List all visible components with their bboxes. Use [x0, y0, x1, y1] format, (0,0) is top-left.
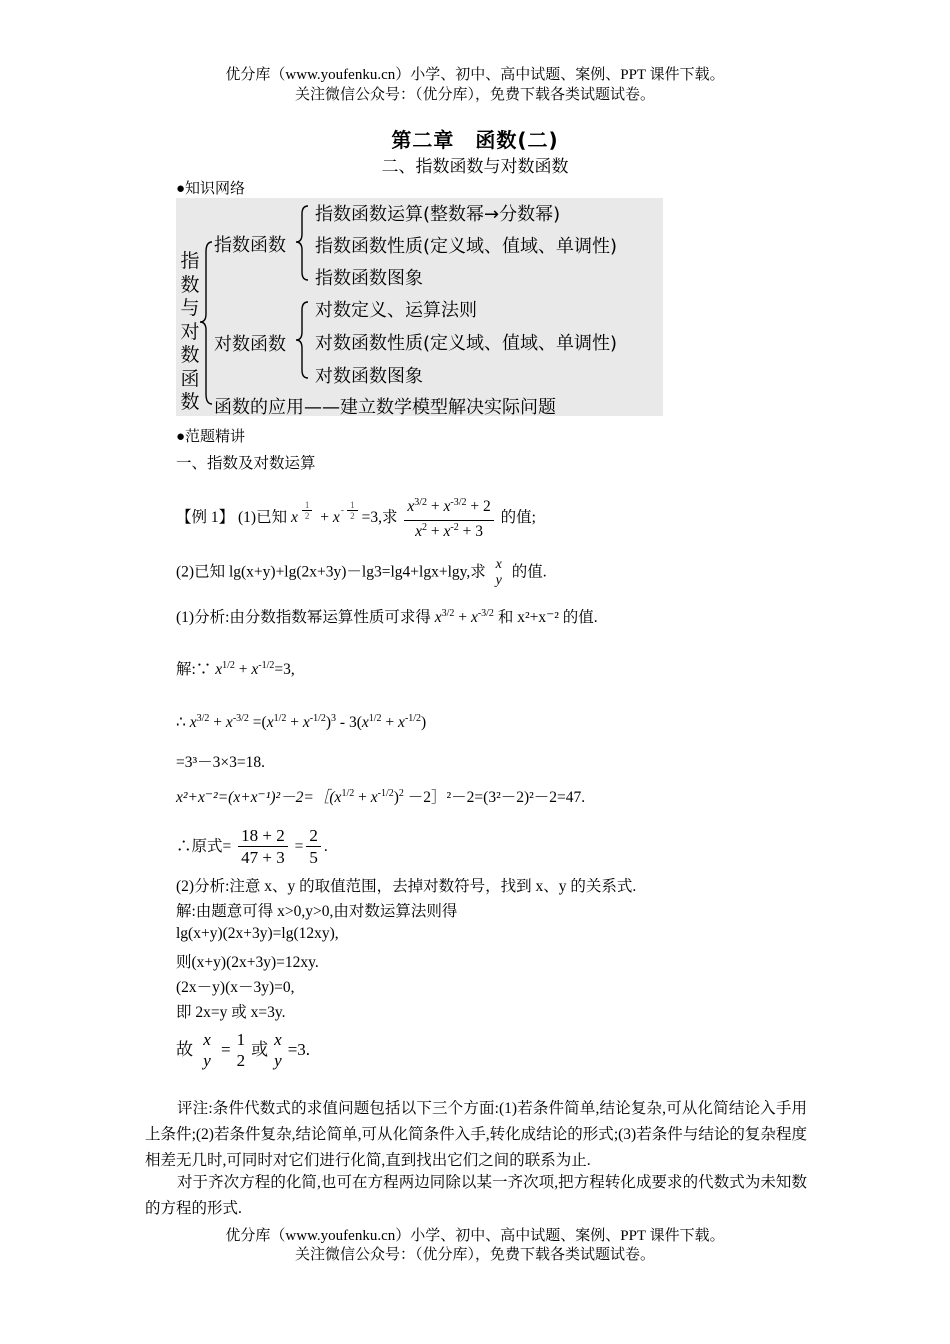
example-1-expression: $\frac{x^{3/2} + x^{-3/2} + 2}{x^2 + x^{-2} + 3}$	[404, 494, 493, 543]
comment-paragraph-1: 评注:条件代数式的求值问题包括以下三个方面:(1)若条件简单,结论复杂,可从化简结论入手用上条件;(2)若条件复杂,结论简单,可从化简条件入手,转化成结论的形式;(3)若条件与结论的复杂程度相差无几时,可同时对它们进行化简,直到找出它们之间的联系为止.	[145, 1100, 807, 1169]
solution-2-line-4: (2x－y)(x－3y)=0,	[176, 979, 295, 996]
section-subtitle: 二、指数函数与对数函数	[381, 157, 569, 177]
exp-function-branch: 指数函数	[214, 235, 286, 256]
solution-given: 解:∵ $x^{1/2} + x^{-1/2}=3$,	[176, 659, 295, 678]
diagram-root: 指 数 与 对 数 函 数	[180, 250, 200, 413]
log-item-definition: 对数定义、运算法则	[315, 300, 477, 321]
exp-item-operations: 指数函数运算(整数幂→分数幂)	[315, 204, 561, 225]
solution-square-identity: $x^2+x^{-2}=(x+x^{-1})^2-2=[(x^{1/2} + x^{-1/2})^2$ －2］²－2=(3²－2)²－2=47.	[176, 787, 586, 806]
solution-2-final: 故 x y = 1 2 或 x y =3.	[176, 1030, 311, 1070]
analysis-1: (1)分析:由分数指数幂运算性质可求得 $x^{3/2} + x^{-3/2}$ 和 x²+x⁻² 的值.	[176, 607, 598, 626]
comment-paragraph-2: 对于齐次方程的化简,也可在方程两边同除以某一齐次项,把方程转化成要求的代数式为未知数的方程的形式.	[145, 1174, 807, 1217]
solution-original-value: ∴原式= $\frac{18 + 2}{47 + 3}$ = $\frac{2}{5}$ .	[176, 826, 328, 867]
log-function-branch: 对数函数	[214, 334, 286, 355]
function-application: 函数的应用——建立数学模型解决实际问题	[214, 397, 556, 418]
example-1-part-1: 【例 1】 (1)已知 x $\frac{1}{2}$ + x- $\frac{1}{2}$ =3,求 $\frac{x^{3/2} + x^{-3/2} + 2}{x^2 + x^{-2} + 3}$ 的值;	[176, 494, 536, 543]
solution-cube-identity: ∴ $x^{3/2} + x^{-3/2} =(x^{1/2} + x^{-1/2})^3 - 3(x^{1/2} + x^{-1/2})$	[176, 712, 427, 731]
section-exp-log-operations: 一、指数及对数运算	[176, 455, 316, 472]
knowledge-network-heading: ●知识网络	[176, 181, 246, 197]
solution-2-line-5: 即 2x=y 或 x=3y.	[176, 1004, 286, 1021]
footer-line-1: 优分库（www.youfenku.cn）小学、初中、高中试题、案例、PPT 课件下载。	[225, 1228, 725, 1244]
solution-2-line-2: lg(x+y)(2x+3y)=lg(12xy),	[176, 925, 339, 942]
exp-item-graph: 指数函数图象	[315, 268, 423, 289]
chapter-title: 第二章 函数(二)	[391, 128, 559, 152]
exp-item-properties: 指数函数性质(定义域、值域、单调性)	[315, 236, 618, 257]
header-line-1: 优分库（www.youfenku.cn）小学、初中、高中试题、案例、PPT 课件下载。	[225, 67, 725, 83]
solution-2-line-3: 则(x+y)(2x+3y)=12xy.	[176, 954, 319, 971]
log-item-properties: 对数函数性质(定义域、值域、单调性)	[315, 333, 618, 354]
example-1-part-2: (2)已知 lg(x+y)+lg(2x+3y)－lg3=lg4+lgx+lgy,求 x y 的值.	[176, 557, 547, 588]
examples-heading: ●范题精讲	[176, 429, 246, 445]
footer-line-2: 关注微信公众号：（优分库），免费下载各类试题试卷。	[294, 1247, 655, 1263]
analysis-2: (2)分析:注意 x、y 的取值范围，去掉对数符号，找到 x、y 的关系式.	[176, 878, 637, 895]
knowledge-diagram	[176, 198, 663, 416]
solution-result-1: =3³－3×3=18.	[176, 754, 265, 771]
solution-2-line-1: 解:由题意可得 x>0,y>0,由对数运算法则得	[176, 903, 458, 920]
log-item-graph: 对数函数图象	[315, 366, 423, 387]
header-line-2: 关注微信公众号：（优分库），免费下载各类试题试卷。	[294, 87, 655, 103]
